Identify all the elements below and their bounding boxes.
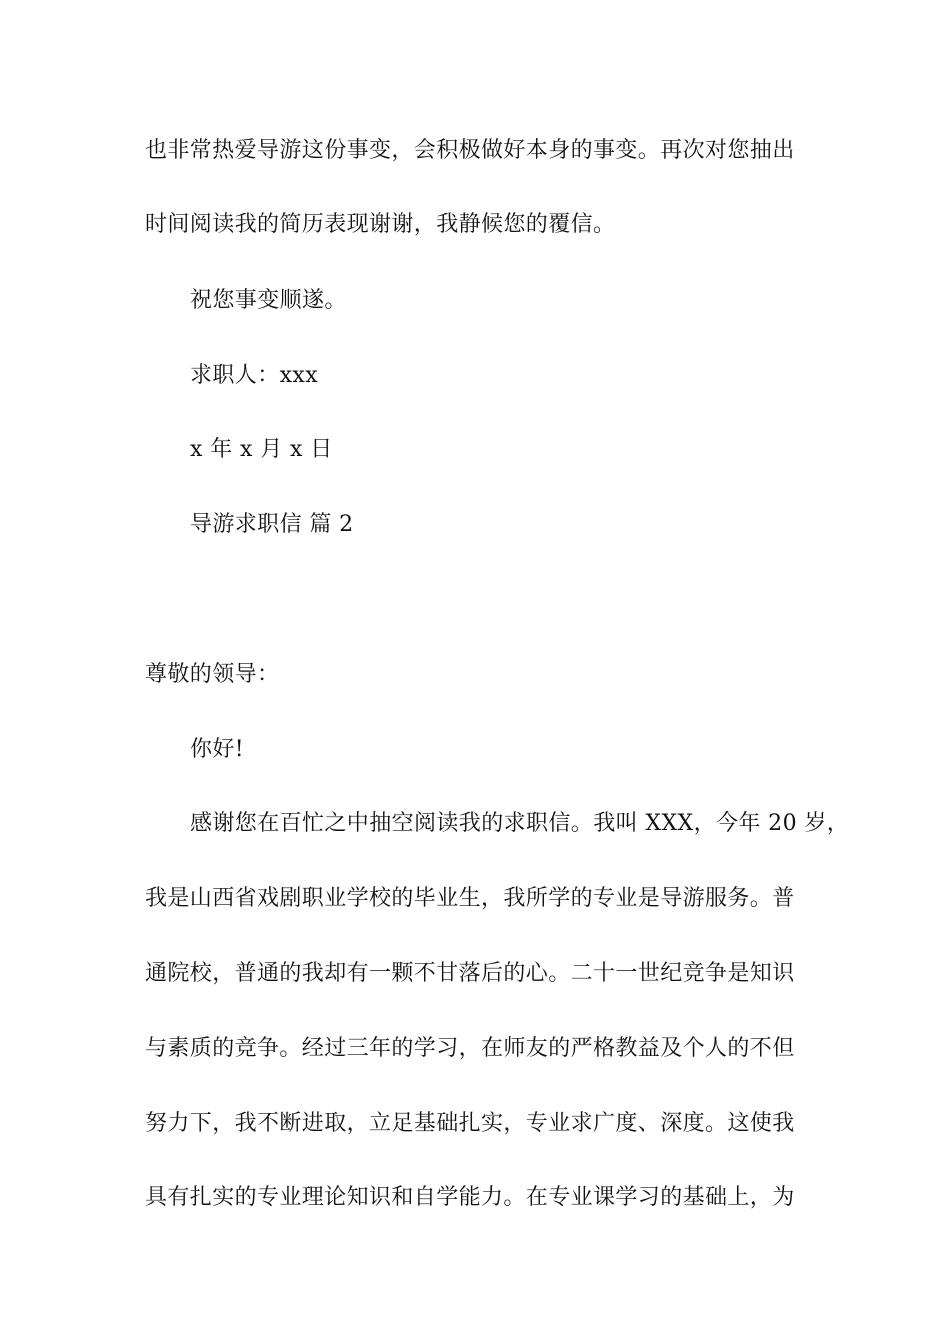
paragraph-line: 感谢您在百忙之中抽空阅读我的求职信。我叫 XXX，今年 20 岁， [190,811,850,836]
paragraph-line: 时间阅读我的简历表现谢谢，我静候您的覆信。 [145,212,616,237]
salutation: 尊敬的领导： [145,662,280,687]
greeting: 你好! [190,737,245,762]
applicant-signature: 求职人：xxx [190,363,319,388]
paragraph-line: 通院校，普通的我却有一颗不甘落后的心。二十一世纪竞争是知识 [145,961,795,986]
closing-wish: 祝您事变顺遂。 [190,288,347,313]
paragraph-line: 具有扎实的专业理论知识和自学能力。在专业课学习的基础上，为 [145,1185,795,1210]
paragraph-line: 我是山西省戏剧职业学校的毕业生，我所学的专业是导游服务。普 [145,886,795,911]
paragraph-line: 努力下，我不断进取，立足基础扎实，专业求广度、深度。这使我 [145,1111,795,1136]
paragraph-line: 也非常热爱导游这份事变，会积极做好本身的事变。再次对您抽出 [145,138,795,163]
date-line: x 年 x 月 x 日 [190,437,333,462]
paragraph-line: 与素质的竞争。经过三年的学习，在师友的严格教益及个人的不但 [145,1036,795,1061]
section-title: 导游求职信 篇 2 [190,512,354,537]
